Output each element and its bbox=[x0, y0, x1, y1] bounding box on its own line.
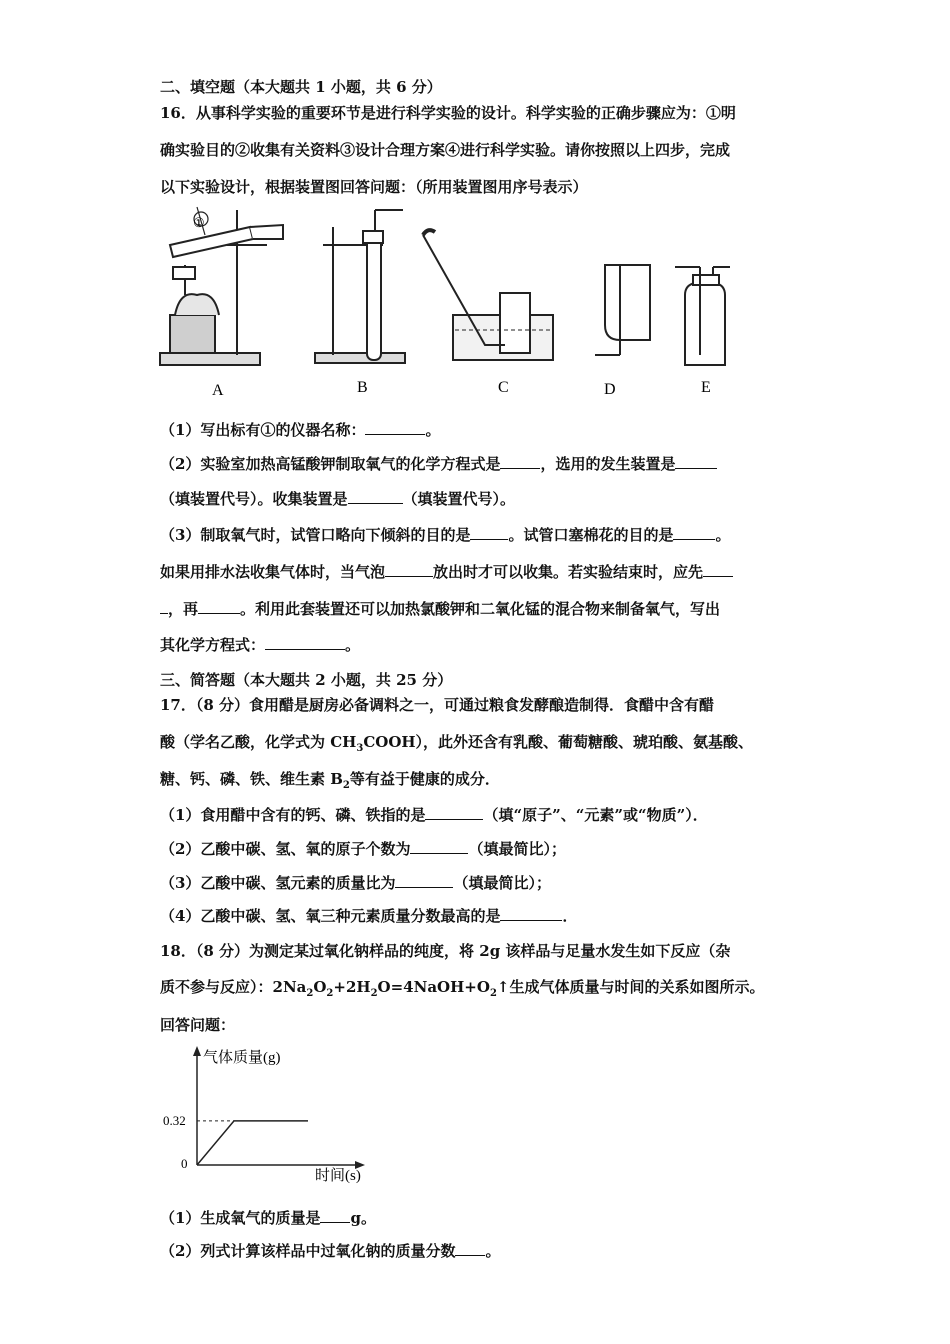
y-axis-label: 气体质量(g) bbox=[203, 1050, 281, 1066]
q18-stem-line: 18．（8 分）为测定某过氧化钠样品的纯度，将 2g 该样品与足量水发生如下反应（杂 bbox=[160, 942, 731, 960]
q18-part1: （1）生成氧气的质量是 g。 bbox=[160, 1209, 376, 1227]
q16-part3-cont: 如果用排水法收集气体时，当气泡 放出时才可以收集。若实验结束时，应先 bbox=[160, 562, 733, 582]
y-tick-label: 0.32 bbox=[163, 1112, 186, 1128]
answer-blank[interactable] bbox=[673, 525, 715, 540]
apparatus-label-a: A bbox=[212, 382, 224, 399]
apparatus-figure bbox=[155, 205, 775, 400]
apparatus-label-b: B bbox=[357, 379, 368, 396]
x-axis-label: 时间(s) bbox=[315, 1168, 361, 1184]
apparatus-b bbox=[315, 210, 405, 363]
answer-blank[interactable] bbox=[455, 1241, 485, 1256]
q17-part3: （3）乙酸中碳、氢元素的质量比为 （填最简比）； bbox=[160, 874, 551, 892]
answer-blank[interactable] bbox=[348, 489, 403, 504]
apparatus-a bbox=[160, 207, 283, 365]
q16-part3-cont: ，再 。利用此套装置还可以加热氯酸钾和二氧化锰的混合物来制备氧气，写出 bbox=[160, 599, 720, 619]
q16-stem-line: 以下实验设计，根据装置图回答问题：（所用装置图用序号表示） bbox=[160, 178, 588, 196]
answer-blank[interactable] bbox=[410, 839, 468, 854]
q16-part3-cont: 其化学方程式： 。 bbox=[160, 636, 361, 654]
q17-stem-line: 17．（8 分）食用醋是厨房必备调料之一，可通过粮食发酵酿造制得．食醋中含有醋 bbox=[160, 696, 715, 714]
answer-blank[interactable] bbox=[320, 1208, 350, 1223]
apparatus-c bbox=[423, 230, 553, 360]
q18-stem-line: 回答问题： bbox=[160, 1016, 236, 1034]
answer-blank[interactable] bbox=[160, 599, 168, 614]
q17-part4: （4）乙酸中碳、氢、氧三种元素质量分数最高的是 ． bbox=[160, 907, 578, 925]
q16-stem-line: 16．从事科学实验的重要环节是进行科学实验的设计。科学实验的正确步骤应为：①明 bbox=[160, 104, 736, 122]
answer-blank[interactable] bbox=[675, 454, 717, 469]
q16-part1: （1）写出标有①的仪器名称： 。 bbox=[160, 421, 441, 439]
q16-part2: （2）实验室加热高锰酸钾制取氧气的化学方程式是 ，选用的发生装置是 bbox=[160, 454, 717, 474]
apparatus-marker: ① bbox=[193, 215, 205, 230]
apparatus-label-d: D bbox=[604, 381, 616, 398]
q16-part3: （3）制取氧气时，试管口略向下倾斜的目的是 。试管口塞棉花的目的是 。 bbox=[160, 526, 731, 544]
apparatus-e bbox=[675, 267, 730, 365]
answer-blank[interactable] bbox=[385, 562, 433, 577]
q17-part1: （1）食用醋中含有的钙、磷、铁指的是 （填“原子”、“元素”或“物质”）． bbox=[160, 806, 708, 824]
answer-blank[interactable] bbox=[500, 906, 562, 921]
q17-part2: （2）乙酸中碳、氢、氧的原子个数为 （填最简比）； bbox=[160, 840, 566, 858]
q18-stem-line: 质不参与反应）：$2Na_2O_2+2H_2O=4NaOH+O_2↑$生成气体质量与时间的关系如图所示。 bbox=[160, 978, 765, 999]
answer-blank[interactable] bbox=[365, 420, 425, 435]
answer-blank[interactable] bbox=[395, 873, 453, 888]
apparatus-d bbox=[595, 265, 650, 355]
apparatus-label-e: E bbox=[701, 379, 711, 396]
answer-blank[interactable] bbox=[500, 454, 540, 469]
q16-stem-line: 确实验目的②收集有关资料③设计合理方案④进行科学实验。请你按照以上四步，完成 bbox=[160, 141, 731, 159]
answer-blank[interactable] bbox=[198, 599, 240, 614]
answer-blank[interactable] bbox=[425, 805, 483, 820]
answer-blank[interactable] bbox=[470, 525, 508, 540]
apparatus-label-c: C bbox=[498, 379, 509, 396]
gas-mass-chart bbox=[155, 1040, 395, 1190]
answer-blank[interactable] bbox=[703, 562, 733, 577]
q17-stem-line: 糖、钙、磷、铁、维生素 $B_2$等有益于健康的成分． bbox=[160, 770, 500, 791]
origin-label: 0 bbox=[181, 1156, 188, 1171]
answer-blank[interactable] bbox=[265, 635, 345, 650]
section-heading: 三、简答题（本大题共 2 小题，共 25 分） bbox=[160, 671, 453, 689]
y-axis-arrow bbox=[193, 1046, 201, 1056]
series-line bbox=[197, 1121, 308, 1165]
section-heading: 二、填空题（本大题共 1 小题，共 6 分） bbox=[160, 78, 442, 96]
q16-part2-cont: （填装置代号）。收集装置是 （填装置代号）。 bbox=[160, 490, 516, 508]
q18-part2: （2）列式计算该样品中过氧化钠的质量分数 。 bbox=[160, 1242, 501, 1260]
q17-stem-line: 酸（学名乙酸，化学式为 $CH_3COOH$），此外还含有乳酸、葡萄糖酸、琥珀酸、氨基酸、 bbox=[160, 733, 754, 754]
